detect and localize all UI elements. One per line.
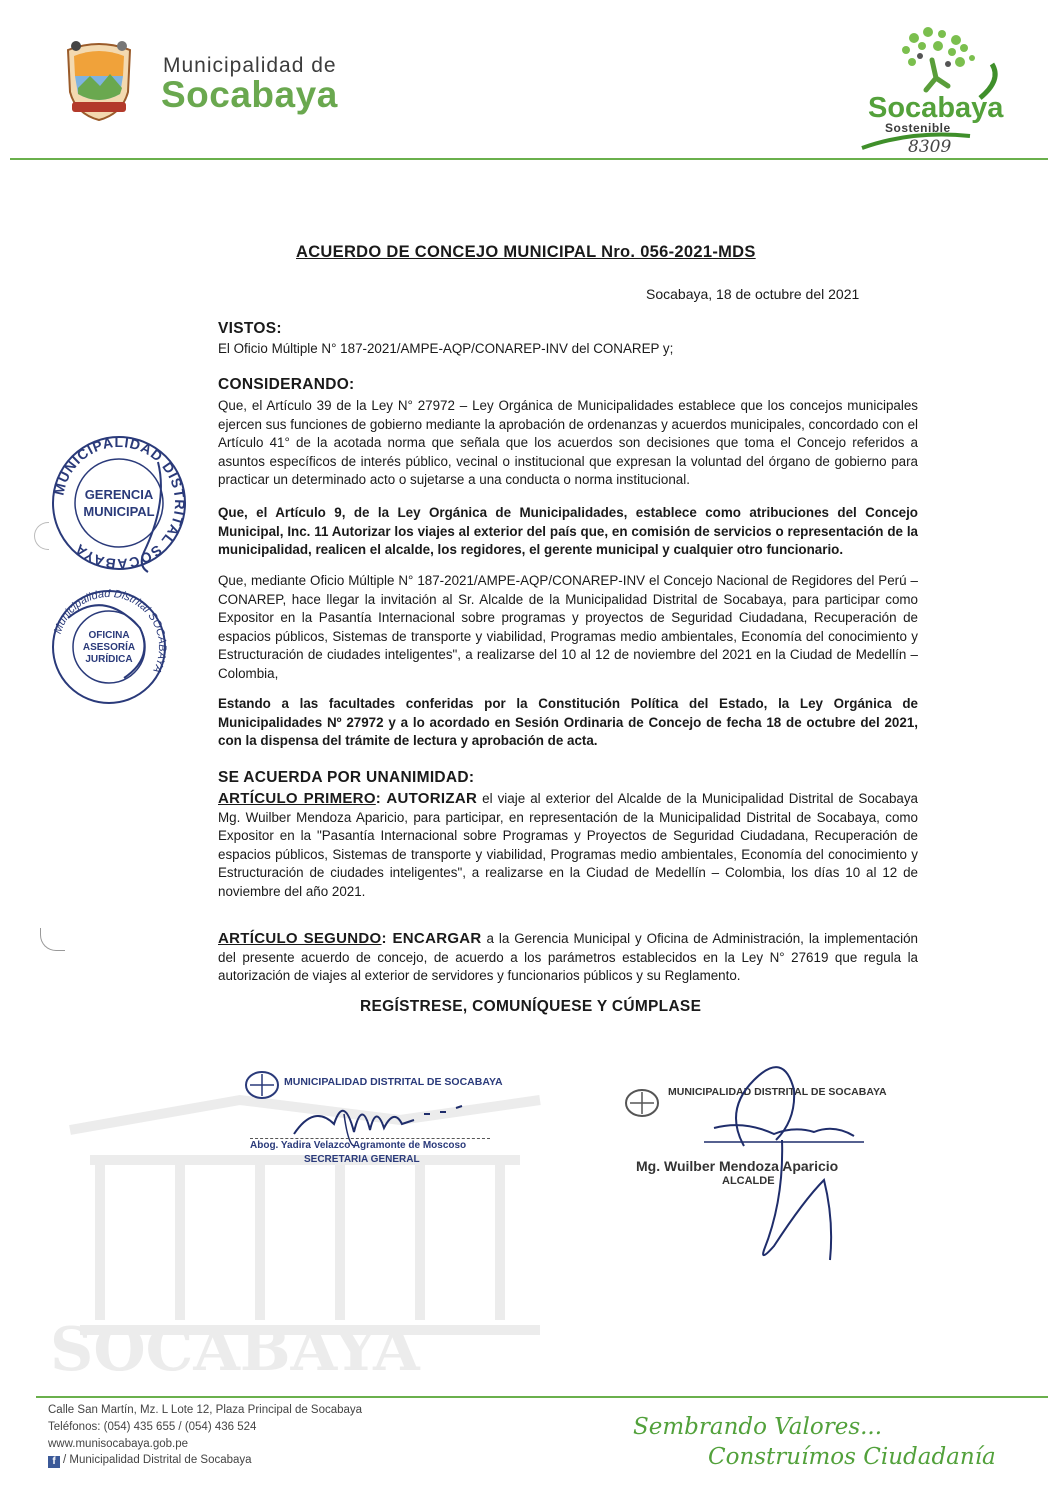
footer-address: Calle San Martín, Mz. L Lote 12, Plaza Principal de Socabaya [48,1404,363,1416]
asesoria-stamp-ring-text: Municipalidad Distrital SOCABAYA [51,588,169,675]
municipality-crest-logo [62,36,136,122]
article-one-label: ARTÍCULO PRIMERO [218,790,376,807]
document-date: Socabaya, 18 de octubre del 2021 [646,286,860,302]
watermark-text: SOCABAYA [50,1315,420,1380]
considerando-paragraph-4: Estando a las facultades conferidas por la Constitución Política del Estado, la Ley Orgánica de Municipalidades Nº 27972 y a lo acordado en Sesión Ordinaria de Concejo de fecha 18 de octubre del 2021, con la dispensa del trámite de lectura y aprobación de acta. [218,696,918,749]
secretary-name: Abog. Yadira Velazco Agramonte de Moscoso [250,1140,467,1151]
gerencia-stamp-ring-text: MUNICIPALIDAD DISTRITAL SOCABAYA [50,433,189,573]
footer-divider [36,1396,1048,1398]
municipality-label: Municipalidad de [163,54,337,77]
header-divider [10,158,1048,160]
vistos-heading: VISTOS: [218,320,282,337]
footer-facebook-label: / Municipalidad Distrital de Socabaya [63,1454,252,1466]
asesoria-juridica-stamp [44,588,174,706]
footer-facebook[interactable] [48,1454,252,1468]
footer-phones: Teléfonos: (054) 435 655 / (054) 436 524 [48,1421,257,1433]
considerando-paragraph-3: Que, mediante Oficio Múltiple N° 187-2021/AMPE-AQP/CONAREP-INV el Concejo Nacional de Regidores del Perú – CONAREP, hace llegar la invitación al Sr. Alcalde de la Municipalidad Distrital de Socabaya, para participar como Expositor en la Pasantía Internacional sobre programas y proyectos de Seguridad Ciudadana, Recuperación de espacios públicos, Sistemas de transporte y viabilidad, Programas medio ambientales, Economía del conocimiento y Estructuración de ciudades inteligentes", a realizarse del 10 al 12 de noviembre del 2021 en la Ciudad de Medellín – Colombia, [218,573,918,681]
secretary-stamp-header: MUNICIPALIDAD DISTRITAL DE SOCABAYA [284,1076,503,1088]
asesoria-stamp-center-1: OFICINA [88,630,130,641]
article-one-text: el viaje al exterior del Alcalde de la Municipalidad Distrital de Socabaya Mg. Wuilber Mendoza Aparicio, para participar, en representación de la Municipalidad Distrital de Socabaya, como Expositor en la "Pasantía Internacional sobre Programas y Proyectos de Seguridad Ciudadana, Recuperación de espacios públicos, Sistemas de transporte y viabilidad, Programas medio ambientales, Economía del conocimiento y Estructuración de ciudades inteligentes", a realizarse en la Ciudad de Medellín – Colombia, los días 10 al 12 de noviembre del año 2021. [218,791,918,899]
mayor-role: ALCALDE [722,1175,775,1187]
municipality-name: Socabaya [161,74,338,115]
handwritten-number: 8309 [908,137,952,157]
article-two-label: ARTÍCULO SEGUNDO [218,930,382,947]
mayor-name: Mg. Wuilber Mendoza Aparicio [636,1158,839,1174]
footer-website[interactable]: www.munisocabaya.gob.pe [48,1438,188,1450]
punch-hole-mark [40,928,65,951]
gerencia-municipal-stamp [48,432,190,574]
acuerda-heading: SE ACUERDA POR UNANIMIDAD: [218,769,475,786]
considerando-heading: CONSIDERANDO: [218,376,355,393]
asesoria-stamp-center-2: ASESORÍA [82,642,136,653]
article-one: ARTÍCULO PRIMERO: AUTORIZAR el viaje al exterior del Alcalde de la Municipalidad Distrital de Socabaya Mg. Wuilber Mendoza Aparicio, para participar, en representación de la Municipalidad Distrital de Socabaya, como Expositor en la "Pasantía Internacional sobre Programas y Proyectos de Seguridad Ciudadana, Recuperación de espacios públicos, Sistemas de transporte y viabilidad, Programas medio ambientales, Economía del conocimiento y Estructuración de ciudades inteligentes", a realizarse en la Ciudad de Medellín – Colombia, los días 10 al 12 de noviembre del año 2021. [218,790,918,899]
mayor-stamp-header: MUNICIPALIDAD DISTRITAL DE SOCABAYA [668,1086,887,1098]
slogan-line-1: Sembrando Valores... [633,1414,883,1440]
punch-hole-mark [34,522,49,550]
facebook-icon: f [48,1456,60,1468]
gerencia-stamp-center-2: MUNICIPAL [83,504,155,519]
considerando-paragraph-2: Que, el Artículo 9, de la Ley Orgánica de Municipalidades, establece como atribuciones del Concejo Municipal, Inc. 11 Autorizar los viajes al exterior del país que, en comisión de servicios o representación de la municipalidad, realicen el alcalde, los regidores, el gerente municipal y cualquier otro funcionario. [218,505,918,558]
municipal-seal-icon [624,1088,660,1118]
article-two-verb: ENCARGAR [392,930,482,947]
municipal-seal-icon [244,1070,280,1100]
secretary-role: SECRETARIA GENERAL [304,1154,420,1165]
secretary-signature-block [244,1050,504,1220]
document-title: ACUERDO DE CONCEJO MUNICIPAL Nro. 056-2021-MDS [296,243,756,261]
asesoria-stamp-center-3: JURÍDICA [85,654,133,665]
closing-formula: REGÍSTRESE, COMUNÍQUESE Y CÚMPLASE [360,998,702,1015]
mayor-signature-block [624,1050,904,1270]
article-two: ARTÍCULO SEGUNDO: ENCARGAR a la Gerencia Municipal y Oficina de Administración, la implementación del presente acuerdo de concejo, de acuerdo a los parámetros establecidos en la Ley N° 27619 que regula la autorización de viajes al exterior de servidores y funcionarios públicos y su Reglamento. [218,930,918,984]
article-one-verb: AUTORIZAR [386,790,478,807]
article-two-text: a la Gerencia Municipal y Oficina de Administración, la implementación del presente acuerdo de concejo, de acuerdo a los parámetros establecidos en la Ley N° 27619 que regula la autorización de viajes al exterior de servidores y funcionarios públicos y su Reglamento. [218,931,918,984]
gerencia-stamp-center-1: GERENCIA [84,487,154,502]
considerando-paragraph-1: Que, el Artículo 39 de la Ley N° 27972 – Ley Orgánica de Municipalidades establece que los concejos municipales ejercen sus funciones de gobierno mediante la aprobación de ordenanzas y acuerdos municipales, concordado con el Artículo 41° de la acotada norma que señala que los acuerdos son decisiones que toma el Concejo referidos a asuntos específicos de interés público, vecinal o institucional que expresan la voluntad del órgano de gobierno para practicar un determinado acto o sujetarse a una conducta o norma institucional. [218,398,918,488]
brand-subtitle: Sostenible [885,121,951,135]
vistos-text: El Oficio Múltiple N° 187-2021/AMPE-AQP/CONAREP-INV del CONAREP y; [218,341,674,356]
slogan-line-2: Construímos Ciudadanía [708,1444,996,1470]
brand-name: Socabaya [868,92,1004,124]
